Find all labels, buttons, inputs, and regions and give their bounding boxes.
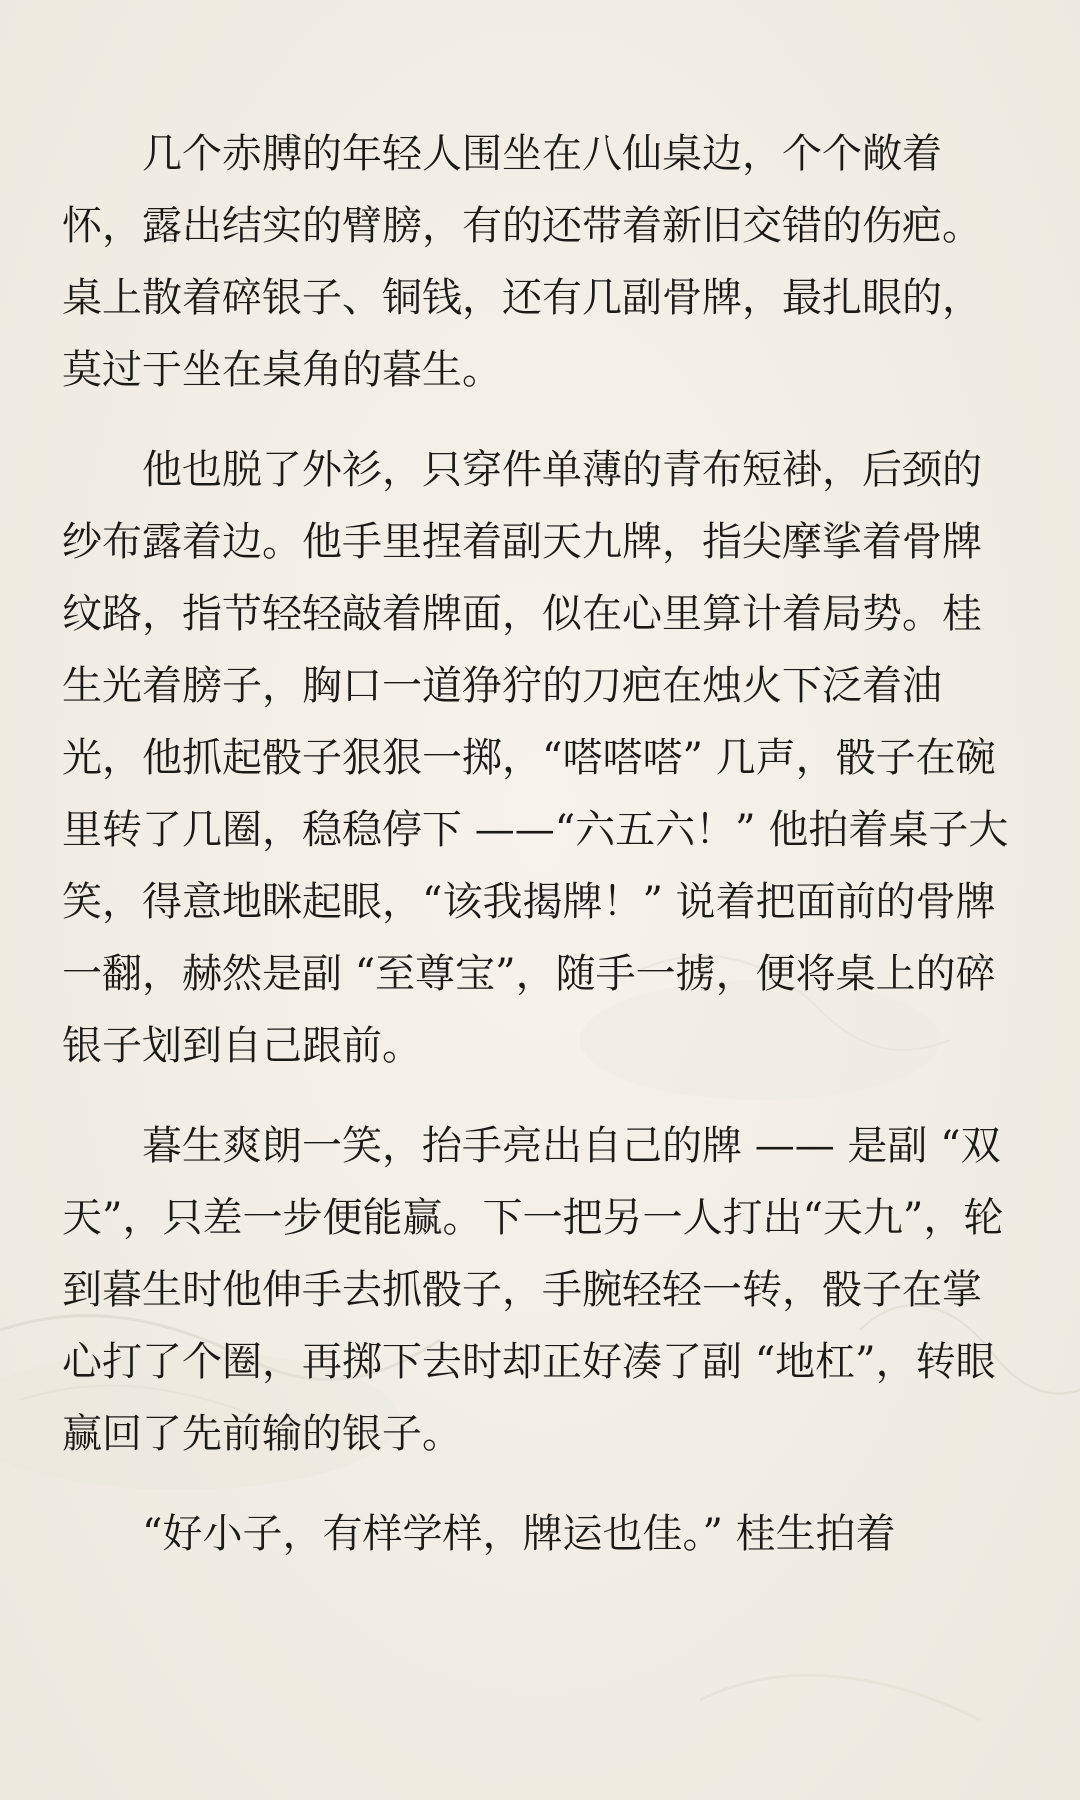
paragraph-3: 暮生爽朗一笑，抬手亮出自己的牌 —— 是副 “双天”，只差一步便能赢。下一把另一人打出“天九”，轮到暮生时他伸手去抓骰子，手腕轻轻一转，骰子在掌心打了个圈，再掷下去时却正好凑了副 “地杠”，转眼赢回了先前输的银子。 — [62, 1123, 1004, 1457]
article-body — [62, 118, 1018, 1570]
paragraph-4: “好小子，有样学样，牌运也佳。” 桂生拍着 — [142, 1511, 896, 1557]
paragraph-2: 他也脱了外衫，只穿件单薄的青布短褂，后颈的纱布露着边。他手里捏着副天九牌，指尖摩挲着骨牌纹路，指节轻轻敲着牌面，似在心里算计着局势。桂生光着膀子，胸口一道狰狞的刀疤在烛火下泛着油光，他抓起骰子狠狠一掷，“嗒嗒嗒” 几声，骰子在碗里转了几圈，稳稳停下 ——“六五六！” 他拍着桌子大笑，得意地眯起眼，“该我揭牌！” 说着把面前的骨牌一翻，赫然是副 “至尊宝”，随手一掳，便将桌上的碎银子划到自己跟前。 — [62, 447, 1009, 1069]
paragraph-1: 几个赤膊的年轻人围坐在八仙桌边，个个敞着怀，露出结实的臂膀，有的还带着新旧交错的伤疤。桌上散着碎银子、铜钱，还有几副骨牌，最扎眼的，莫过于坐在桌角的暮生。 — [62, 131, 982, 393]
